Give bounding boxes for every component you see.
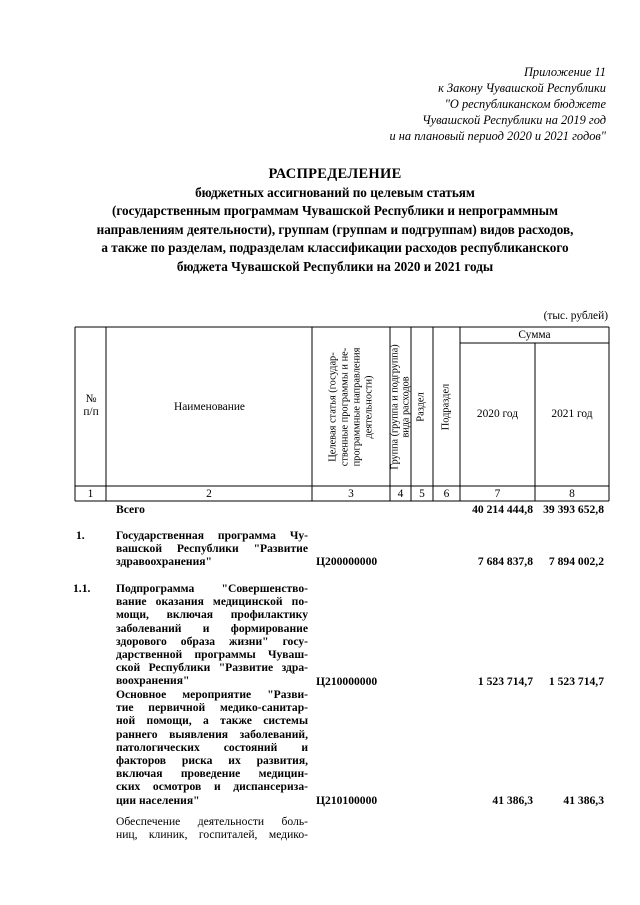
column-number-3: 3 <box>348 488 354 500</box>
appendix-header <box>330 64 606 144</box>
column-number-1: 1 <box>87 488 94 500</box>
units-label: (тыс. рублей) <box>543 310 608 322</box>
column-number-4: 4 <box>397 488 404 500</box>
header-num <box>76 393 106 419</box>
column-number-2: 2 <box>206 488 212 500</box>
column-number-5: 5 <box>419 488 425 500</box>
header-group-line-2: вида расходов <box>400 376 412 438</box>
column-number-7: 7 <box>494 488 501 500</box>
row-sum-2021: 7 894 002,2 <box>548 555 604 568</box>
appendix-line-1: Приложение 11 <box>523 65 606 79</box>
row-name: Подпрограмма "Совершенство- вание оказания медицинской по- мощи, включая профилактику заболеваний и формирование здорового образа жизни" госу- дарственной программы Чуваш- ской Республики "Развитие здра- воохранения" <box>116 582 308 688</box>
title-line-5: бюджета Чувашской Республики на 2020 и 2021 годы <box>176 258 494 274</box>
title-line-2: (государственным программам Чувашской Республики и непрограммным <box>112 203 558 219</box>
row-number: 1.1. <box>73 582 91 595</box>
header-num-line-1: № <box>85 393 97 405</box>
appendix-line-3: "О республиканском бюджете <box>444 97 606 111</box>
header-name: Наименование <box>174 401 245 413</box>
header-group-line-1: Группа (группа и подгруппа) <box>389 344 401 470</box>
row-sum-2020: 41 386,3 <box>492 794 533 807</box>
total-sum-2020: 40 214 444,8 <box>472 503 533 516</box>
column-number-8: 8 <box>569 488 575 500</box>
header-section: Раздел <box>416 392 427 422</box>
header-target-line-2: ственные программы и не- <box>339 347 351 467</box>
title-line-4: а также по разделам, подразделам классификации расходов республиканского <box>101 240 569 256</box>
row-code: Ц210100000 <box>316 794 378 807</box>
header-sum: Сумма <box>518 329 551 341</box>
header-target-article <box>312 328 390 486</box>
row-name: Обеспечение деятельности боль- ниц, клиник, госпиталей, медико- <box>116 815 308 842</box>
title-line-1: бюджетных ассигнований по целевым статьям <box>195 185 475 200</box>
title-line-3: направлениям деятельности), группам (группам и подгруппам) видов расходов, <box>96 221 574 237</box>
column-number-6: 6 <box>443 488 450 500</box>
header-target-line-1: Целевая статья (государ- <box>327 352 339 462</box>
header-target-line-4: деятельности) <box>363 375 375 439</box>
row-sum-2021: 1 523 714,7 <box>548 675 604 688</box>
appendix-line-4: Чувашской Республики на 2019 год <box>422 113 606 127</box>
row-name: Государственная программа Чу- вашской Республики "Развитие здравоохранения" <box>116 529 308 569</box>
row-code: Ц210000000 <box>316 675 378 688</box>
appendix-line-5: и на плановый период 2020 и 2021 годов" <box>389 129 606 143</box>
total-label: Всего <box>116 503 145 516</box>
header-subsection: Подраздел <box>440 383 452 431</box>
header-target-line-3: программные направления <box>351 347 363 467</box>
row-number: 1. <box>76 529 85 542</box>
header-num-line-2: п/п <box>83 406 99 418</box>
row-sum-2021: 41 386,3 <box>563 794 604 807</box>
total-sum-2021: 39 393 652,8 <box>543 503 604 516</box>
title-main: РАСПРЕДЕЛЕНИЕ <box>268 166 402 182</box>
row-code: Ц200000000 <box>316 555 378 568</box>
appendix-line-2: к Закону Чувашской Республики <box>438 81 606 95</box>
header-year-2020: 2020 год <box>476 408 519 420</box>
row-sum-2020: 7 684 837,8 <box>477 555 533 568</box>
document-title <box>60 164 610 276</box>
header-year-2021: 2021 год <box>551 408 593 420</box>
row-sum-2020: 1 523 714,7 <box>477 675 533 688</box>
header-expense-group <box>390 328 411 486</box>
row-name: Основное мероприятие "Разви- тие первичной медико-санитар- ной помощи, а также системы раннего выявления заболеваний, патологических состояний и факторов риска их развития, включая проведение медицин- ских осмотров и диспансериза- ции населения" <box>116 688 308 807</box>
